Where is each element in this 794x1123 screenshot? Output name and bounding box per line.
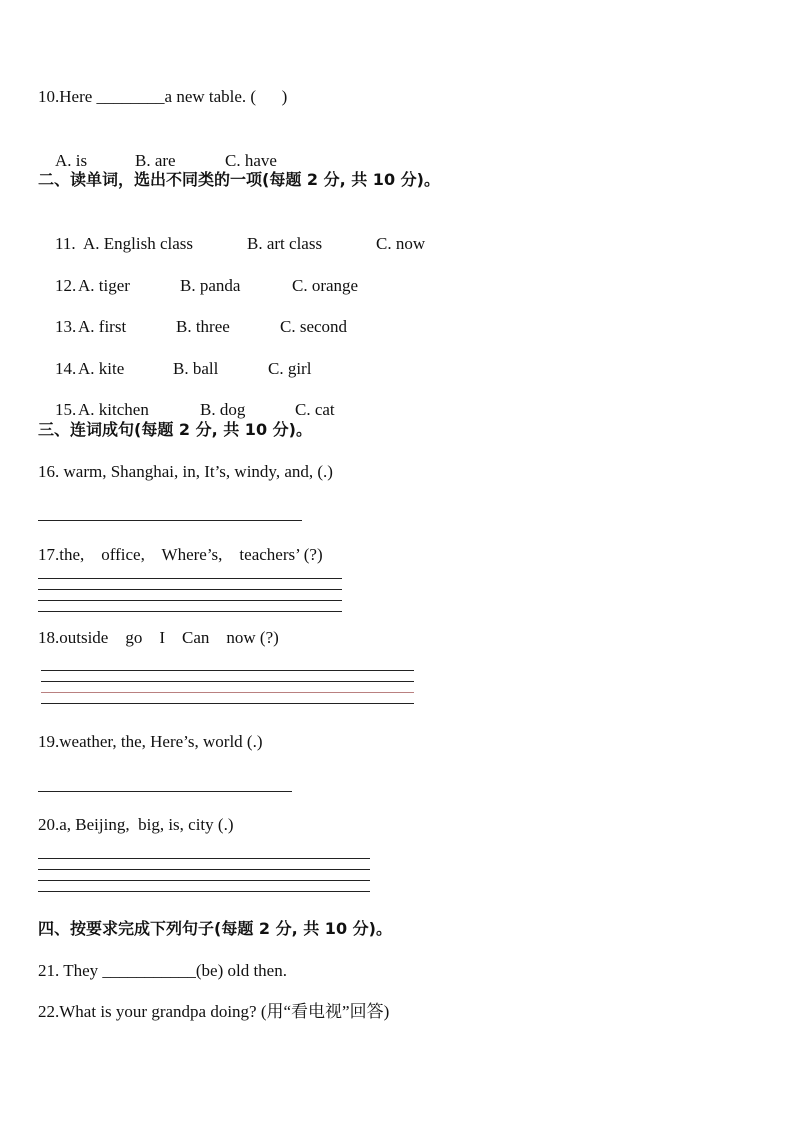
option-b: B. are: [135, 151, 176, 170]
question-number: 13.: [55, 317, 77, 336]
option-c: C. second: [280, 317, 348, 336]
option-b: B. three: [176, 317, 230, 336]
question-17: 17.the, office, Where’s, teachers’ (?): [38, 545, 323, 564]
answer-line: [38, 520, 302, 521]
answer-line: [38, 891, 370, 892]
option-b: B. art class: [247, 234, 323, 253]
option-c: C. now: [376, 234, 426, 253]
question-18: 18.outside go I Can now (?): [38, 628, 279, 647]
answer-line: [38, 589, 342, 590]
question-16: 16. warm, Shanghai, in, It’s, windy, and, (.): [38, 462, 333, 481]
option-a: A. first: [78, 317, 127, 336]
question-21: 21. They ___________(be) old then.: [38, 961, 287, 980]
question-number: 15.: [55, 400, 77, 419]
question-10-stem: 10.Here ________a new table. ( ): [38, 87, 288, 106]
option-a: A. tiger: [78, 276, 130, 295]
question-number: 12.: [55, 276, 77, 295]
option-b: B. dog: [200, 400, 246, 419]
answer-line: [41, 681, 414, 682]
question-19: 19.weather, the, Here’s, world (.): [38, 732, 263, 751]
option-c: C. cat: [295, 400, 335, 419]
question-22: 22.What is your grandpa doing? (用“看电视”回答): [38, 1002, 390, 1021]
answer-line: [38, 600, 342, 601]
section-4-heading: 四、按要求完成下列句子(每题 2 分, 共 10 分)。: [38, 919, 392, 938]
question-number: 14.: [55, 359, 77, 378]
answer-line: [41, 670, 414, 671]
answer-line: [38, 869, 370, 870]
option-c: C. girl: [268, 359, 312, 378]
option-b: B. panda: [180, 276, 241, 295]
option-c: C. orange: [292, 276, 359, 295]
option-a: A. is: [55, 151, 88, 170]
option-a: A. kite: [78, 359, 125, 378]
answer-line: [38, 791, 292, 792]
option-a: A. kitchen: [78, 400, 149, 419]
answer-line: [38, 880, 370, 881]
question-number: 11.: [55, 234, 76, 253]
question-20: 20.a, Beijing, big, is, city (.): [38, 815, 234, 834]
option-c: C. have: [225, 151, 277, 170]
answer-line: [38, 578, 342, 579]
answer-line: [41, 703, 414, 704]
answer-line: [38, 858, 370, 859]
section-3-heading: 三、连词成句(每题 2 分, 共 10 分)。: [38, 420, 312, 439]
option-b: B. ball: [173, 359, 219, 378]
answer-line: [38, 611, 342, 612]
option-a: A. English class: [83, 234, 194, 253]
section-2-heading: 二、读单词，选出不同类的一项(每题 2 分, 共 10 分)。: [38, 170, 440, 189]
answer-line-red: [41, 692, 414, 693]
